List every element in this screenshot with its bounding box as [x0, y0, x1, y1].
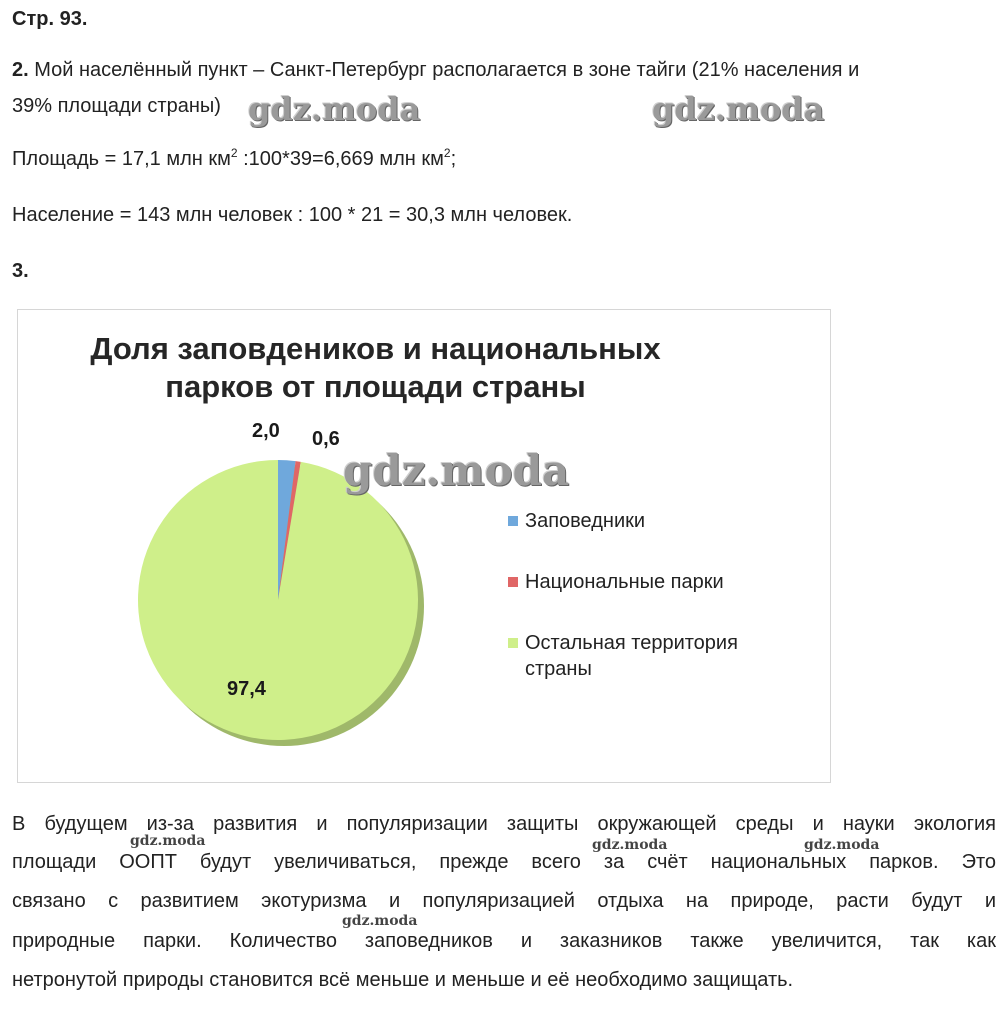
- legend-swatch: [508, 638, 518, 648]
- conclusion-line: В будущем из-за развития и популяризации защиты окружающей среды и науки экология: [12, 813, 996, 835]
- page-heading: Стр. 93.: [12, 8, 88, 30]
- conclusion-line: нетронутой природы становится всё меньше и меньше и её необходимо защищать.: [12, 969, 794, 991]
- watermark: gdz.moda: [130, 833, 206, 849]
- legend-item-zapovedniki: Заповедники: [525, 508, 645, 534]
- task2-line2: 39% площади страны): [12, 95, 221, 117]
- chart-title: Доля заповдеников и национальных парков от площади страны: [90, 331, 661, 404]
- watermark: gdz.moda: [804, 837, 880, 853]
- pie-svg: [18, 310, 830, 782]
- task2-line1: [12, 57, 859, 83]
- watermark: gdz.moda: [248, 90, 421, 128]
- legend-swatch: [508, 577, 518, 587]
- pie-slice-2: [138, 460, 418, 740]
- watermark: gdz.moda: [343, 446, 570, 495]
- watermark: gdz.moda: [652, 90, 825, 128]
- watermark: gdz.moda: [592, 837, 668, 853]
- area-formula: Площадь = 17,1 млн $км^2$ :100*39=6,669 млн $км^2$;: [12, 146, 457, 170]
- legend-item-nacparki: Национальные парки: [525, 569, 724, 595]
- legend-swatch: [508, 516, 518, 526]
- data-label-zapovedniki: 2,0: [252, 420, 280, 442]
- pie-chart: [17, 309, 831, 783]
- task3-number: 3.: [12, 260, 29, 282]
- conclusion-line: природные парки. Количество заповедников и заказников также увеличится, так как: [12, 930, 996, 952]
- conclusion-line: площади ООПТ будут увеличиваться, прежде всего за счёт национальных парков. Это: [12, 851, 996, 873]
- data-label-ostalnaya: 97,4: [227, 678, 266, 700]
- population-formula: Население = 143 млн человек : 100 * 21 = 30,3 млн человек.: [12, 204, 573, 226]
- legend-item-ostalnaya: Остальная территория страны: [525, 630, 738, 682]
- data-label-nacparki: 0,6: [312, 428, 340, 450]
- task2-text1: Мой населённый пункт – Санкт-Петербург располагается в зоне тайги (21% населения и: [34, 59, 860, 81]
- task2-number: 2.: [12, 59, 29, 81]
- watermark: gdz.moda: [342, 913, 418, 929]
- conclusion-line: связано с развитием экотуризма и популяризацией отдыха на природе, расти будут и: [12, 890, 996, 912]
